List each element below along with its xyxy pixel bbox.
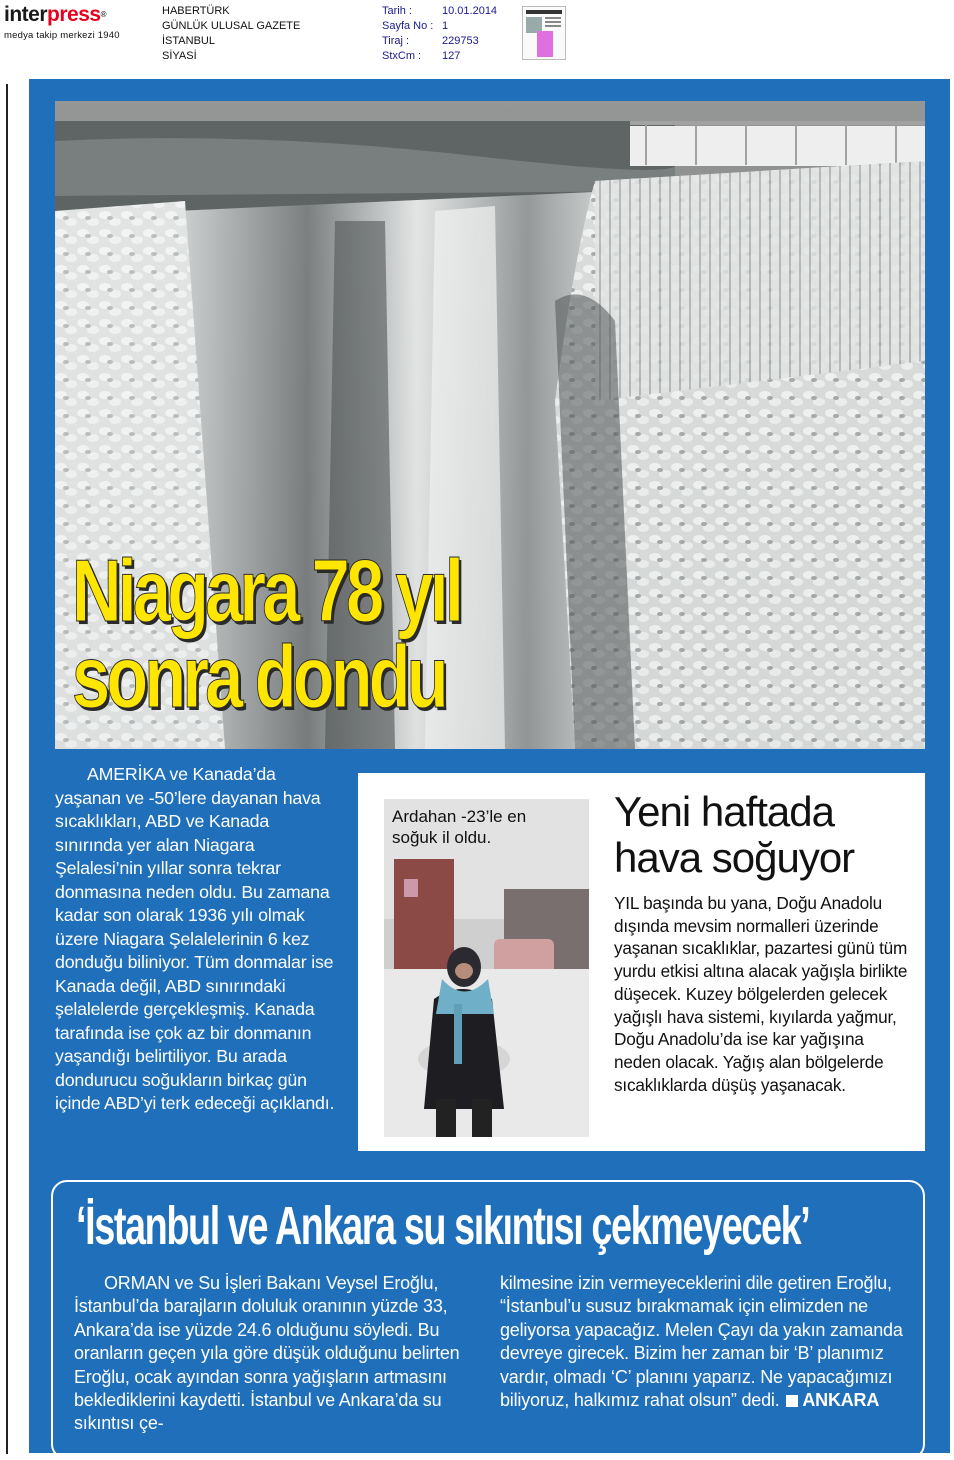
water-headline: ‘İstanbul ve Ankara su sıkıntısı çekmeyecek’ [76,1196,810,1256]
water-story-col1: ORMAN ve Su İşleri Bakanı Veysel Eroğlu, İstanbul’da barajların doluluk oranının yüzde 33, Ankara’da ise yüzde 24.6 olduğunu söyledi. Bu oranların geçen yıla göre düşük olduğunu belirten Eroğlu, ocak ayından sonra yağışların artmasını beklediklerini kaydetti. İstanbul ve Ankara’da su sıkıntısı çe- [74,1273,460,1434]
meta-row-date [382,4,497,19]
meta-value: 1 [442,20,449,32]
ardahan-photo [384,799,589,1137]
meta-label: StxCm : [382,50,422,62]
meta-label: Sayfa No : [382,20,434,32]
registered-mark: ® [100,10,106,19]
water-story-col2-text: kilmesine izin vermeyeceklerini dile getiren Eroğlu, “İstanbul’u susuz bırakmamak için elimizden ne geliyorsa yapacağız. Melen Çayı da yakın zamanda devreye girecek. Bizim her zaman bir ‘B’ planımız vardır, olmadı ‘C’ planını yaparız. Ne yapacağımızı biliyoruz, halkımız rahat olsun” dedi. [500,1273,903,1411]
meta-row-stxcm [382,49,497,64]
interpress-logo [4,4,154,41]
dateline: ANKARA [802,1390,880,1411]
photo-caption: Ardahan -23’le en soğuk il oldu. [392,807,527,847]
meta-label: Tiraj : [382,35,410,47]
weather-body: YIL başında bu yana, Doğu Anadolu dışında mevsim normalleri üzerinde yaşanan sıcaklıklar, pazartesi günü tüm yurdu etkisi altına alacak yağışla birlikte düşecek. Kuzey bölgelerden gelecek yağışlı hava sistemi, kıyılarda yağmur, Doğu Anadolu’da ise kar yağışına neden olacak. Yağış alan bölgelerde sıcaklıklarda düşüş yaşanacak. [614,893,908,1095]
publication-category: SİYASİ [162,50,197,62]
clipping-header [0,0,954,66]
weather-headline [614,789,914,881]
meta-row-circulation [382,34,497,49]
meta-label: Tarih : [382,5,412,17]
logo-tagline: medya takip merkezi 1940 [4,30,120,41]
logo-press-text: press [47,3,101,26]
meta-value: 229753 [442,35,479,47]
source-info [162,4,300,64]
weather-headline-line-1: Yeni haftada [614,788,835,835]
publication-name: HABERTÜRK [162,5,230,17]
page-edge-line [6,84,8,1454]
page-thumbnail[interactable] [522,6,566,60]
headline-line-1: Niagara 78 yıl [72,541,461,640]
meta-value: 127 [442,50,461,62]
meta-value: 10.01.2014 [442,5,498,17]
main-story-body: AMERİKA ve Kanada’da yaşanan ve -50’lere dayanan hava sıcaklıkları, ABD ve Kanada sınırında yer alan Niagara Şelalesi’nin yıllar sonra tekrar donmasına neden oldu. Bu zamana kadar son olarak 1936 yılı olmak üzere Niagara Şelalelerinin 6 kez donduğu biliniyor. Tüm donmalar ise Kanada değil, ABD sınırındaki şelalelerde gerçekleşmiş. Kanada tarafında ise çok az bir donmanın yaşandığı belirtiliyor. Bu arada dondurucu soğukların birkaç gün içinde ABD’yi terk edeceği açıklandı. [55,764,335,1113]
end-square-icon [786,1395,798,1407]
weather-headline-line-2: hava soğuyor [614,834,855,881]
publication-city: İSTANBUL [162,35,215,47]
clipping-meta [382,4,497,64]
publication-type: GÜNLÜK ULUSAL GAZETE [162,20,301,32]
headline-line-2: sonra dondu [72,627,445,726]
meta-row-page [382,19,497,34]
main-headline [72,541,461,726]
water-story-col2 [500,1272,912,1412]
logo-inter-text: inter [4,3,48,26]
